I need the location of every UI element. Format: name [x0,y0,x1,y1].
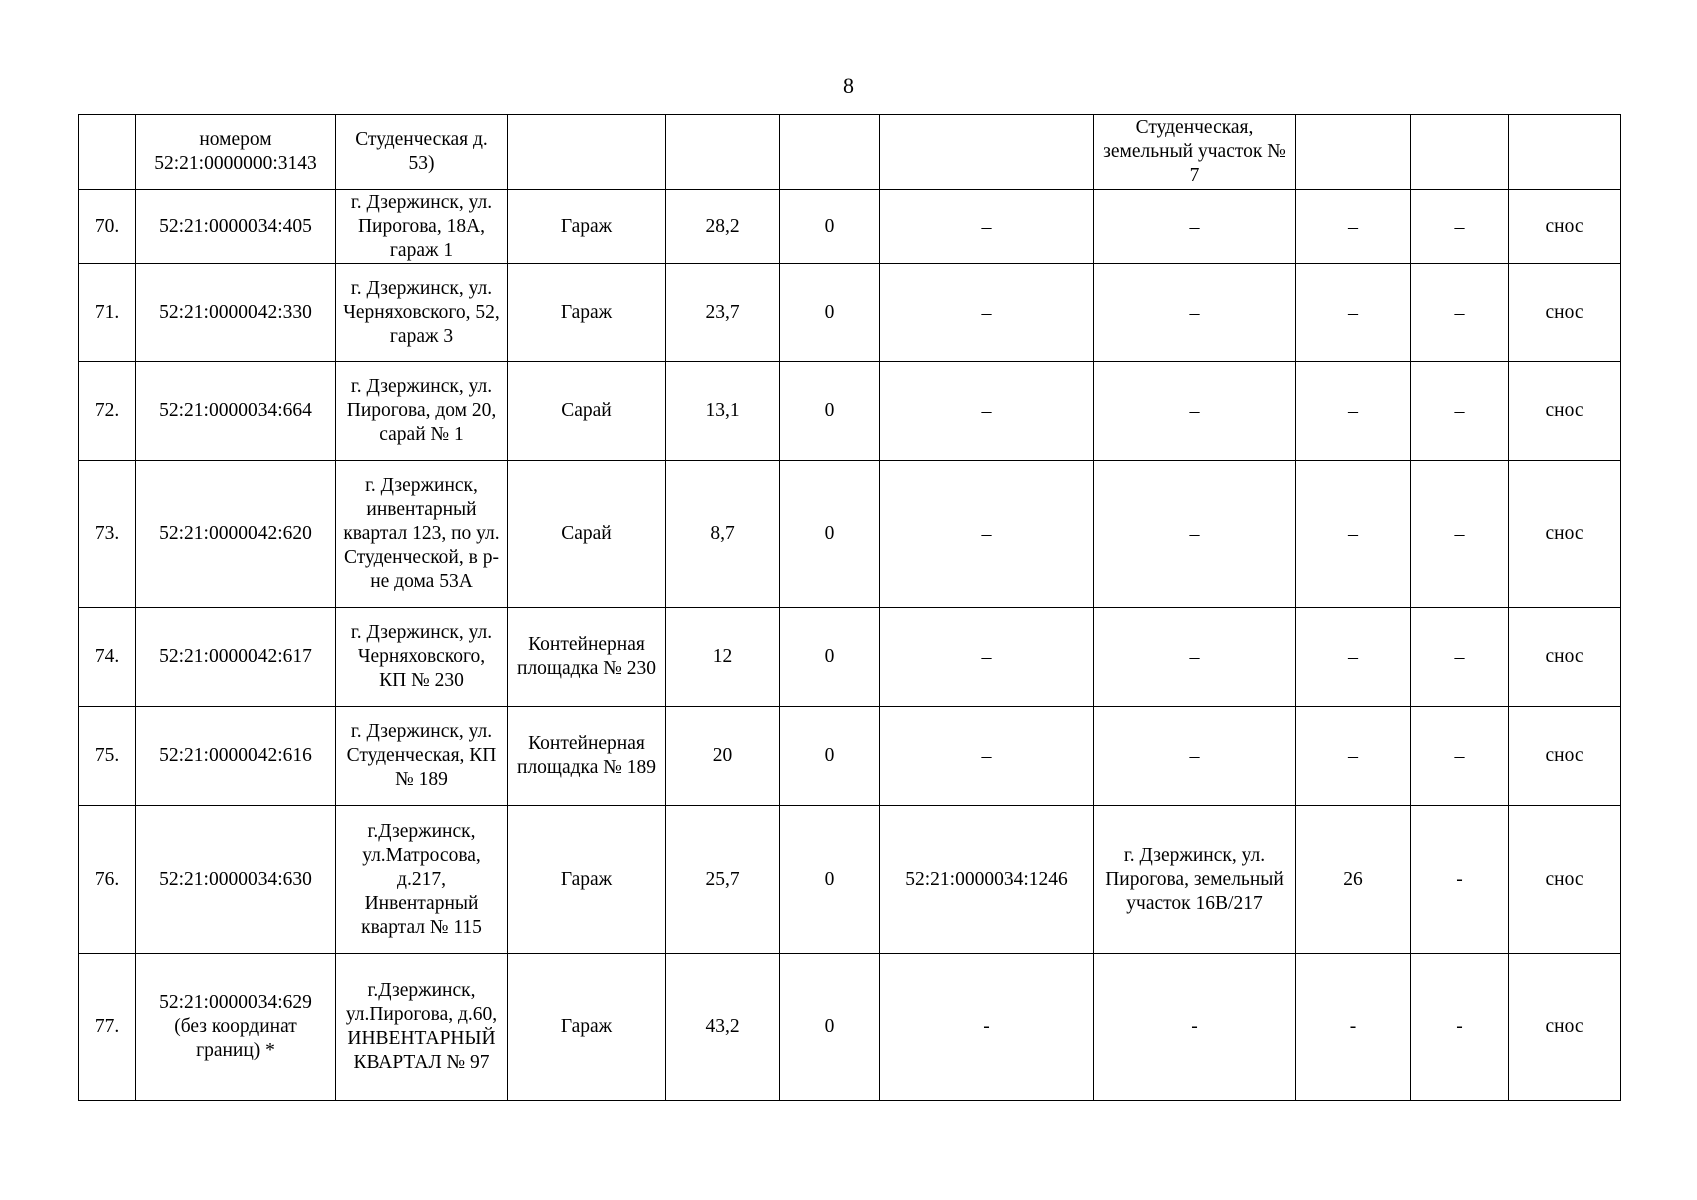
row-number: 75. [79,707,136,806]
object-address: г.Дзержинск, ул.Матросова, д.217, Инвентарный квартал № 115 [336,806,508,954]
object-name: Гараж [508,264,666,362]
land-address: – [1094,461,1296,608]
land-address: - [1094,954,1296,1101]
action-value: снос [1509,190,1621,264]
land-area: – [1296,707,1411,806]
land-cadastral-number: – [880,190,1094,264]
cadastral-number: 52:21:0000042:330 [136,264,336,362]
object-name: Сарай [508,461,666,608]
land-address: – [1094,608,1296,707]
object-address: г.Дзержинск, ул.Пирогова, д.60, ИНВЕНТАРНЫЙ КВАРТАЛ № 97 [336,954,508,1101]
table-row [79,115,1621,190]
land-cadastral-number [880,115,1094,190]
column-10-value: - [1411,806,1509,954]
land-cadastral-number: – [880,608,1094,707]
object-floors [780,115,880,190]
column-10-value: – [1411,190,1509,264]
cadastral-number: 52:21:0000034:630 [136,806,336,954]
row-number [79,115,136,190]
object-floors: 0 [780,954,880,1101]
column-10-value: – [1411,362,1509,461]
land-cadastral-number: – [880,461,1094,608]
objects-table [78,114,1621,1101]
action-value: снос [1509,264,1621,362]
land-address: – [1094,264,1296,362]
row-number: 77. [79,954,136,1101]
action-value [1509,115,1621,190]
cadastral-number: 52:21:0000034:664 [136,362,336,461]
column-10-value: - [1411,954,1509,1101]
table-row [79,190,1621,264]
object-name: Гараж [508,190,666,264]
row-number: 71. [79,264,136,362]
object-floors: 0 [780,362,880,461]
object-area: 23,7 [666,264,780,362]
column-10-value: – [1411,461,1509,608]
object-area: 20 [666,707,780,806]
table-row [79,806,1621,954]
cadastral-number: 52:21:0000042:620 [136,461,336,608]
land-area: - [1296,954,1411,1101]
row-number: 74. [79,608,136,707]
table-row [79,461,1621,608]
object-area: 8,7 [666,461,780,608]
row-number: 70. [79,190,136,264]
cadastral-number: номером 52:21:0000000:3143 [136,115,336,190]
row-number: 72. [79,362,136,461]
object-address: г. Дзержинск, ул. Черняховского, КП № 230 [336,608,508,707]
object-address: Студенческая д. 53) [336,115,508,190]
object-address: г. Дзержинск, ул. Студенческая, КП № 189 [336,707,508,806]
table-row [79,954,1621,1101]
row-number: 76. [79,806,136,954]
page-number: 8 [843,73,854,98]
land-area: – [1296,608,1411,707]
object-name [508,115,666,190]
land-area: – [1296,461,1411,608]
column-10-value: – [1411,608,1509,707]
land-address: – [1094,707,1296,806]
object-name: Контейнерная площадка № 189 [508,707,666,806]
land-address: – [1094,362,1296,461]
action-value: снос [1509,707,1621,806]
land-address: Студенческая, земельный участок № 7 [1094,115,1296,190]
action-value: снос [1509,806,1621,954]
cadastral-number: 52:21:0000042:617 [136,608,336,707]
cadastral-number: 52:21:0000034:629 (без координат границ) * [136,954,336,1101]
object-floors: 0 [780,707,880,806]
land-area [1296,115,1411,190]
object-floors: 0 [780,264,880,362]
table-row [79,608,1621,707]
land-area: 26 [1296,806,1411,954]
column-10-value: – [1411,707,1509,806]
object-address: г. Дзержинск, инвентарный квартал 123, по ул. Студенческой, в р-не дома 53А [336,461,508,608]
object-floors: 0 [780,806,880,954]
object-name: Контейнерная площадка № 230 [508,608,666,707]
land-cadastral-number: – [880,264,1094,362]
cadastral-number: 52:21:0000042:616 [136,707,336,806]
object-area: 28,2 [666,190,780,264]
object-floors: 0 [780,190,880,264]
object-name: Сарай [508,362,666,461]
object-area: 12 [666,608,780,707]
object-area [666,115,780,190]
land-address: – [1094,190,1296,264]
object-name: Гараж [508,954,666,1101]
land-cadastral-number: – [880,707,1094,806]
object-floors: 0 [780,608,880,707]
column-10-value [1411,115,1509,190]
action-value: снос [1509,362,1621,461]
object-address: г. Дзержинск, ул. Пирогова, дом 20, сарай № 1 [336,362,508,461]
land-area: – [1296,264,1411,362]
row-number: 73. [79,461,136,608]
object-address: г. Дзержинск, ул. Черняховского, 52, гараж 3 [336,264,508,362]
land-cadastral-number: – [880,362,1094,461]
action-value: снос [1509,608,1621,707]
land-cadastral-number: - [880,954,1094,1101]
object-name: Гараж [508,806,666,954]
table-row [79,264,1621,362]
object-area: 25,7 [666,806,780,954]
table-row [79,362,1621,461]
land-area: – [1296,190,1411,264]
action-value: снос [1509,461,1621,608]
object-floors: 0 [780,461,880,608]
land-address: г. Дзержинск, ул. Пирогова, земельный участок 16В/217 [1094,806,1296,954]
action-value: снос [1509,954,1621,1101]
column-10-value: – [1411,264,1509,362]
land-area: – [1296,362,1411,461]
land-cadastral-number: 52:21:0000034:1246 [880,806,1094,954]
object-area: 13,1 [666,362,780,461]
object-address: г. Дзержинск, ул. Пирогова, 18А, гараж 1 [336,190,508,264]
object-area: 43,2 [666,954,780,1101]
cadastral-number: 52:21:0000034:405 [136,190,336,264]
table-row [79,707,1621,806]
